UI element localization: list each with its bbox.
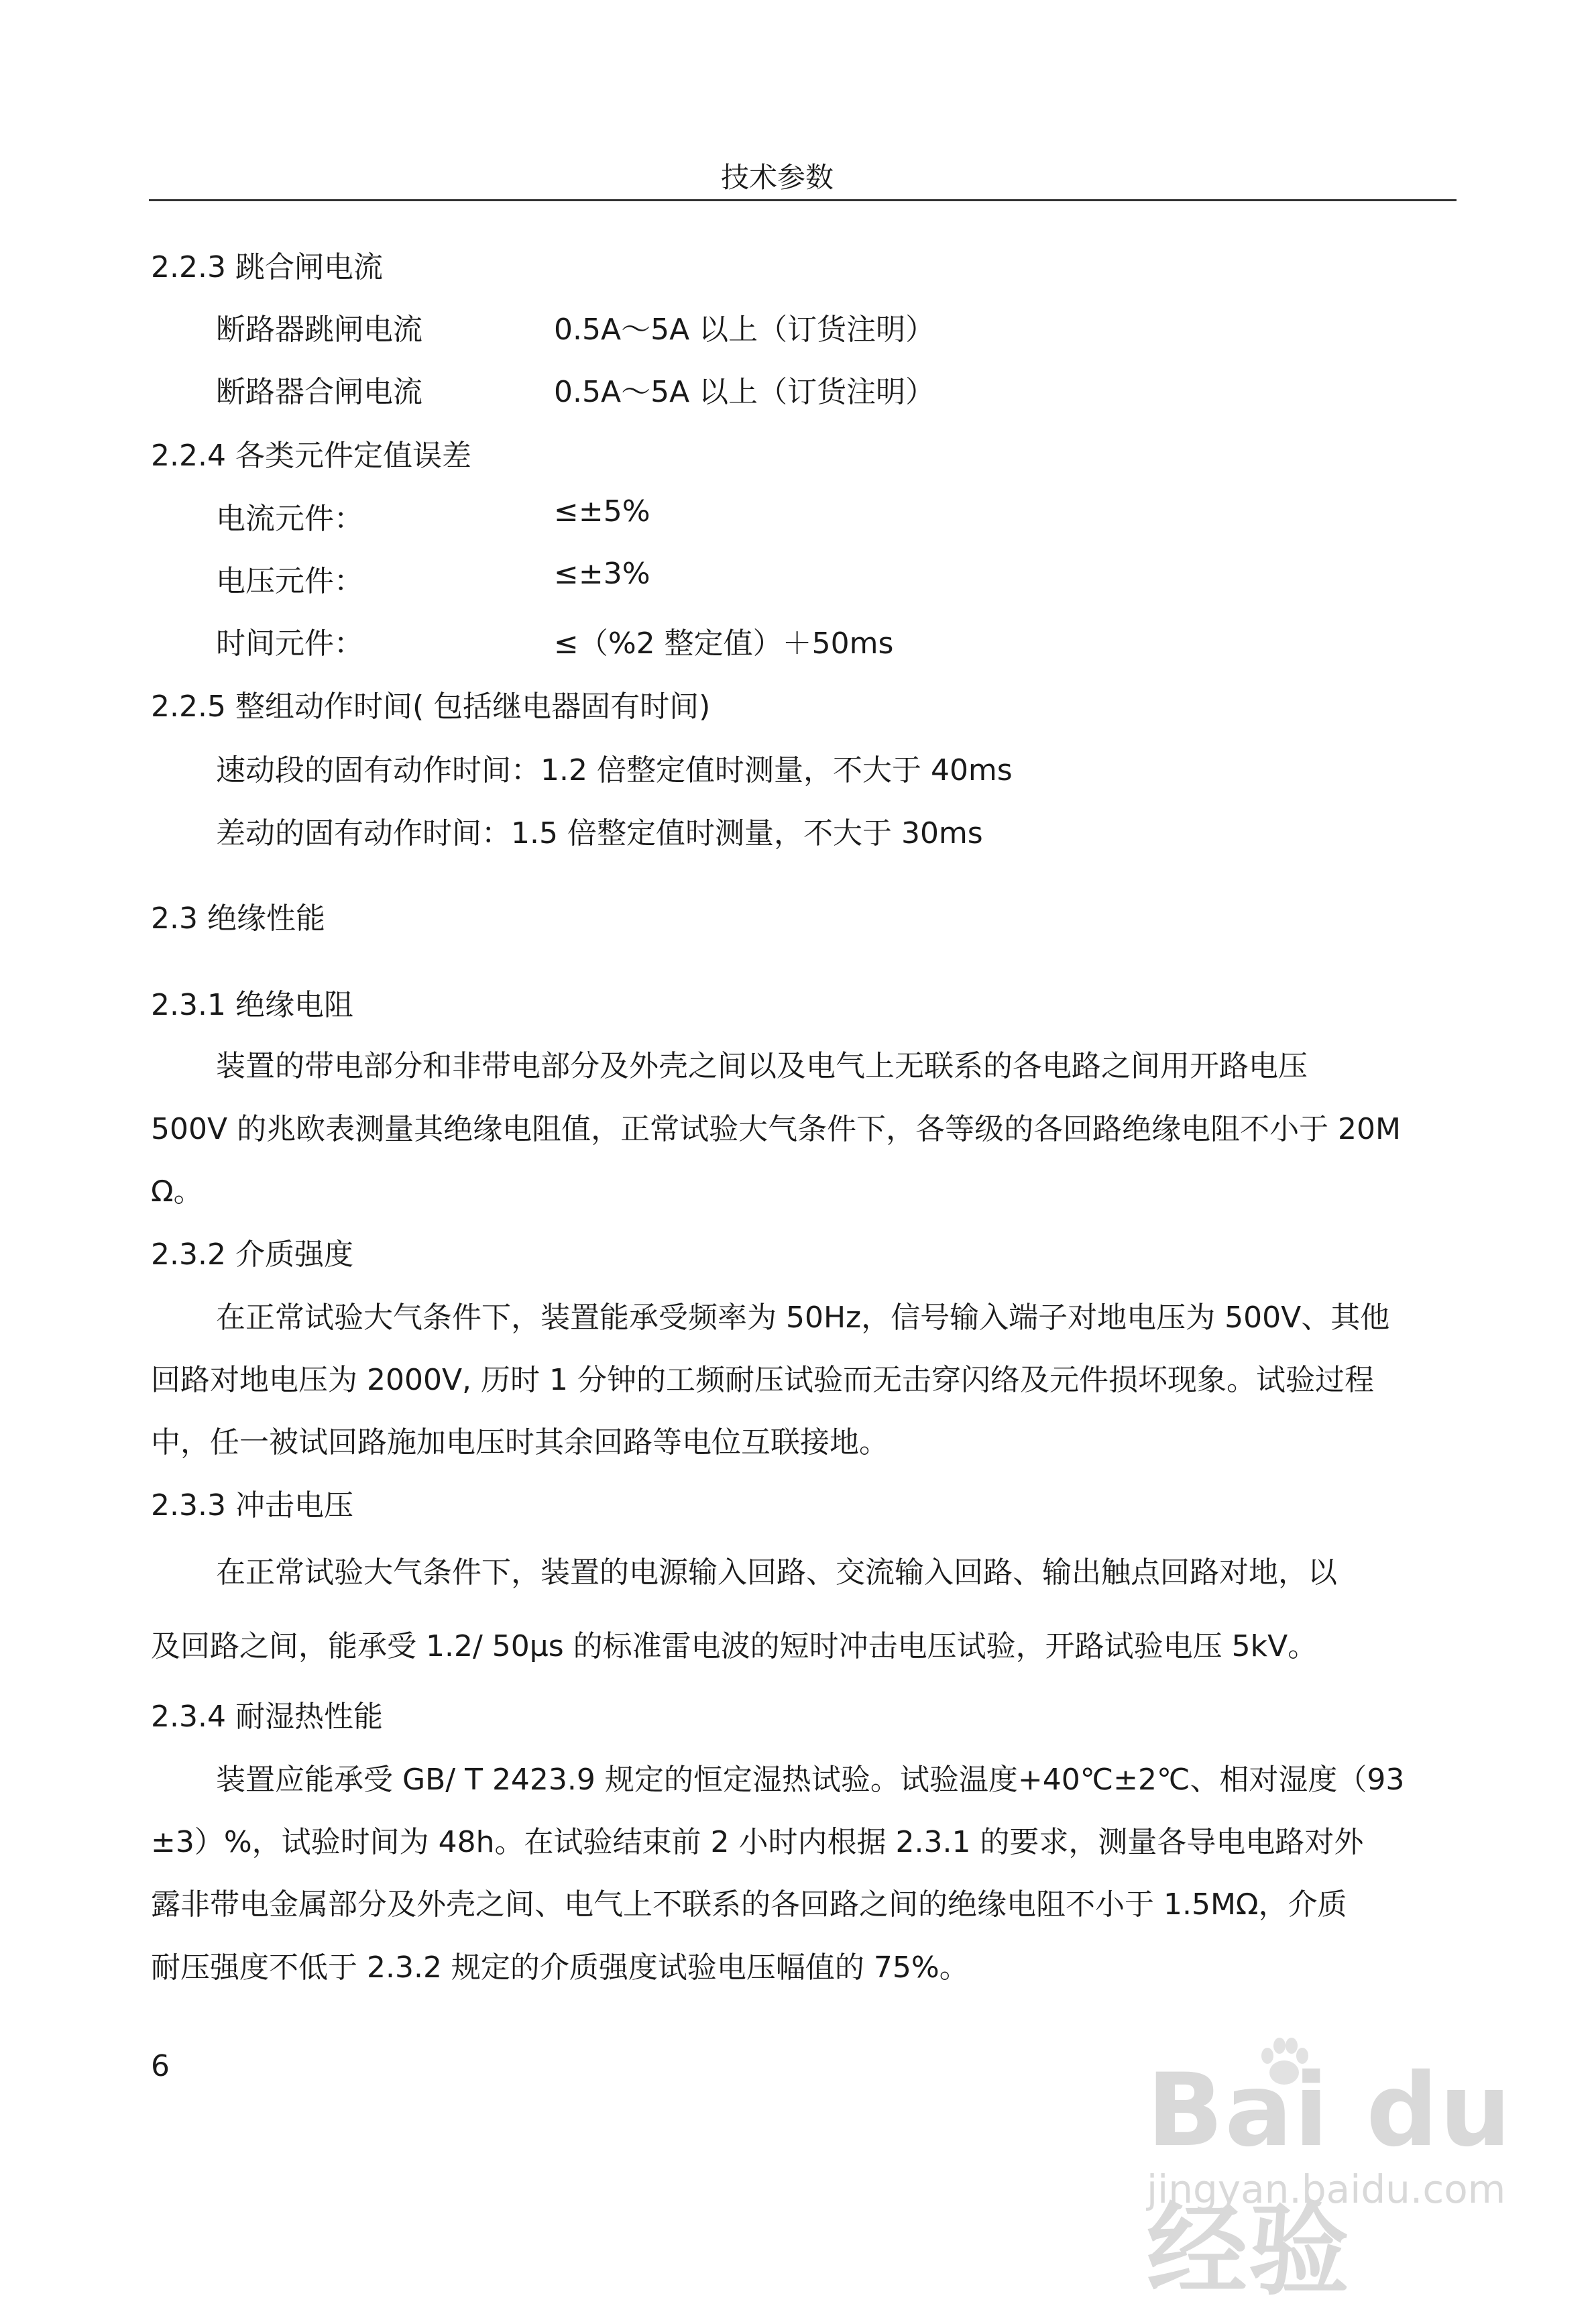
paragraph-line: 中，任一被试回路施加电压时其余回路等电位互联接地。 xyxy=(151,1425,889,1459)
row-label: 断路器合闸电流 xyxy=(216,375,422,409)
paragraph-line: 露非带电金属部分及外壳之间、电气上不联系的各回路之间的绝缘电阻不小于 1.5MΩ，介质 xyxy=(151,1887,1347,1922)
row-value: ≤（%2 整定值）＋50ms xyxy=(554,626,894,661)
paragraph-line: 装置的带电部分和非带电部分及外壳之间以及电气上无联系的各电路之间用开路电压 xyxy=(216,1049,1308,1083)
row-value: ≤±3% xyxy=(554,557,650,591)
heading-2-2-3: 2.2.3 跳合闸电流 xyxy=(151,250,383,284)
paragraph-line: 速动段的固有动作时间：1.2 倍整定值时测量，不大于 40ms xyxy=(216,753,1013,787)
heading-2-3: 2.3 绝缘性能 xyxy=(151,901,325,936)
page-number: 6 xyxy=(151,2049,170,2083)
page-header-title: 技术参数 xyxy=(721,161,834,194)
paragraph-line: 差动的固有动作时间：1.5 倍整定值时测量，不大于 30ms xyxy=(216,816,983,850)
heading-2-3-3: 2.3.3 冲击电压 xyxy=(151,1488,353,1523)
row-label: 电流元件： xyxy=(216,502,363,536)
row-label: 时间元件： xyxy=(216,626,363,661)
paragraph-line: 500V 的兆欧表测量其绝缘电阻值，正常试验大气条件下，各等级的各回路绝缘电阻不小于 20M xyxy=(151,1112,1402,1146)
row-value: 0.5A～5A 以上（订货注明） xyxy=(554,313,935,347)
paragraph-line: 装置应能承受 GB/ T 2423.9 规定的恒定湿热试验。试验温度+40℃±2℃、相对湿度（93 xyxy=(216,1763,1405,1797)
heading-2-2-5: 2.2.5 整组动作时间( 包括继电器固有时间) xyxy=(151,690,711,724)
row-label: 电压元件： xyxy=(216,564,363,598)
row-label: 断路器跳闸电流 xyxy=(216,313,422,347)
paragraph-line: 耐压强度不低于 2.3.2 规定的介质强度试验电压幅值的 75%。 xyxy=(151,1950,969,1985)
row-value: ≤±5% xyxy=(554,494,650,529)
row-value: 0.5A～5A 以上（订货注明） xyxy=(554,375,935,409)
paragraph-line: 回路对地电压为 2000V, 历时 1 分钟的工频耐压试验而无击穿闪络及元件损坏现象。试验过程 xyxy=(151,1363,1374,1397)
watermark-brand: Bai du 经验 xyxy=(1147,2052,1513,2309)
header-rule xyxy=(149,199,1457,201)
paragraph-line: ±3）%，试验时间为 48h。在试验结束前 2 小时内根据 2.3.1 的要求，测量各导电电路对外 xyxy=(151,1825,1364,1859)
paragraph-line: 及回路之间，能承受 1.2/ 50μs 的标准雷电波的短时冲击电压试验，开路试验电压 5kV。 xyxy=(151,1629,1318,1663)
heading-2-3-4: 2.3.4 耐湿热性能 xyxy=(151,1700,383,1734)
heading-2-3-2: 2.3.2 介质强度 xyxy=(151,1237,353,1272)
watermark-site: jingyan.baidu.com xyxy=(1147,2166,1506,2212)
heading-2-3-1: 2.3.1 绝缘电阻 xyxy=(151,988,353,1022)
watermark xyxy=(1127,2026,1562,2309)
paragraph-line: 在正常试验大气条件下，装置能承受频率为 50Hz，信号输入端子对地电压为 500V、其他 xyxy=(216,1301,1390,1335)
paragraph-line: 在正常试验大气条件下，装置的电源输入回路、交流输入回路、输出触点回路对地，以 xyxy=(216,1555,1337,1590)
paragraph-line: Ω。 xyxy=(151,1174,203,1209)
heading-2-2-4: 2.2.4 各类元件定值误差 xyxy=(151,439,471,473)
